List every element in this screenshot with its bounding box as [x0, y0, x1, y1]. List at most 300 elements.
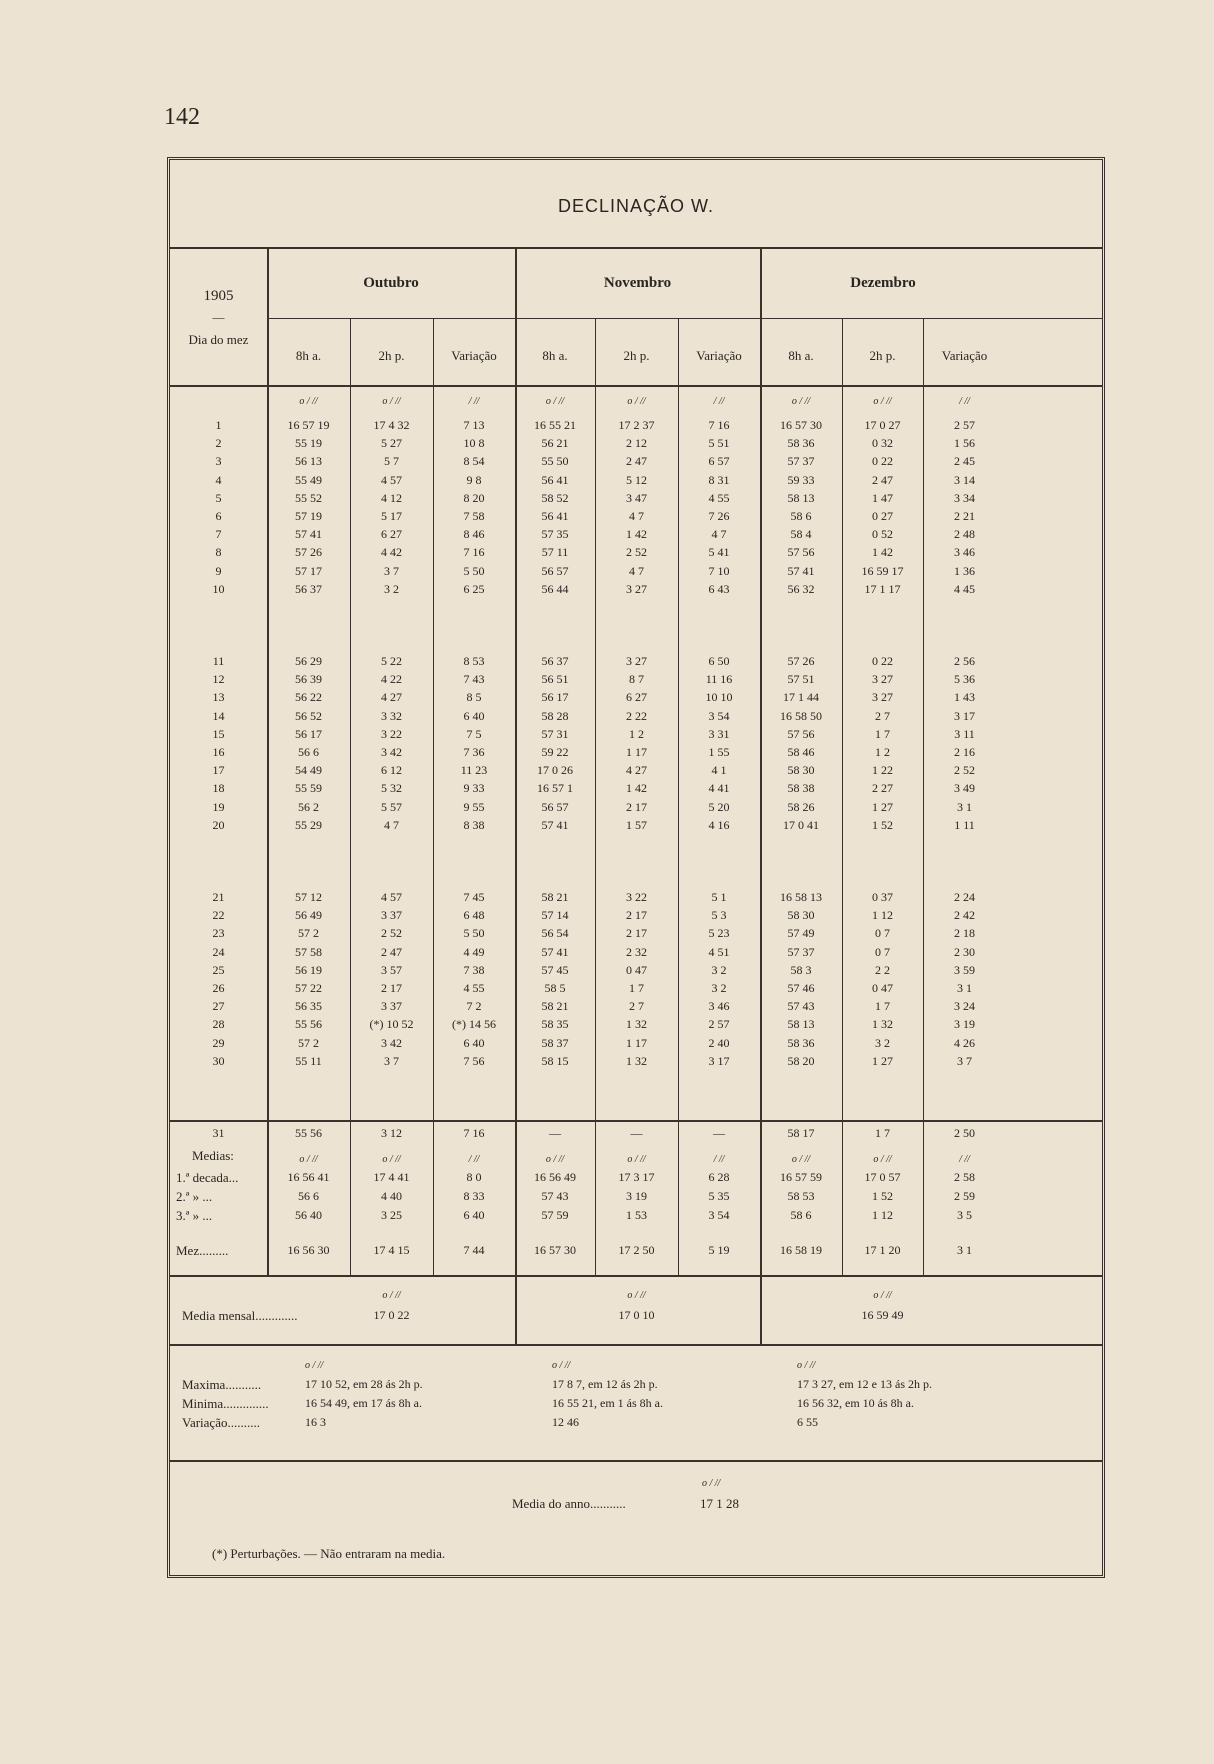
unit-symbols: o / //	[382, 1290, 401, 1301]
day-number: 14	[212, 708, 225, 723]
day-column-header: Dia do mez	[188, 332, 249, 347]
table-cell: 1 11	[954, 817, 975, 832]
extreme-value: 6 55	[797, 1415, 818, 1429]
table-cell: 17 4 32	[373, 418, 410, 432]
table-cell: 57 41	[787, 563, 815, 578]
month-mean-label: Mez.........	[176, 1243, 229, 1258]
table-cell: 56 13	[295, 454, 322, 469]
table-cell: 4 55	[463, 981, 485, 995]
table-cell: 11 16	[705, 672, 733, 687]
table-cell: 3 22	[381, 726, 402, 741]
table-cell: 57 31	[541, 726, 569, 741]
table-cell: 57 37	[787, 454, 815, 469]
table-cell: 2 7	[629, 999, 644, 1014]
table-cell: 2 2	[875, 962, 890, 977]
table-cell: 58 37	[541, 1035, 569, 1050]
table-cell: 3 11	[954, 726, 975, 741]
footnote: (*) Perturbações. — Não entraram na media.	[212, 1546, 446, 1561]
unit-symbols: o / //	[791, 1154, 811, 1165]
mean-cell: 8 33	[463, 1189, 485, 1203]
table-cell: 4 7	[629, 509, 644, 523]
table-cell: 57 56	[787, 726, 815, 741]
month-mean-cell: 3 1	[957, 1243, 972, 1257]
table-cell: 2 17	[626, 799, 647, 814]
day-number: 15	[212, 726, 225, 741]
table-cell: 56 52	[295, 708, 322, 723]
annual-mean-label: Media do anno...........	[512, 1496, 626, 1511]
table-cell: 6 50	[708, 654, 730, 668]
day-number: 25	[212, 962, 225, 977]
table-cell: 59 22	[541, 745, 569, 759]
day-number: 27	[212, 999, 225, 1014]
table-cell: 5 32	[381, 781, 402, 796]
day-number: 28	[212, 1017, 225, 1032]
table-cell: 4 27	[626, 763, 647, 778]
table-cell: 3 24	[954, 999, 975, 1014]
table-cell: 8 5	[466, 690, 482, 705]
table-cell: 4 51	[708, 944, 730, 959]
table-cell: 4 26	[954, 1035, 975, 1050]
table-cell: 0 47	[626, 962, 647, 977]
unit-symbols: / //	[468, 1154, 480, 1165]
table-cell: 1 56	[954, 436, 975, 451]
monthly-mean-value: 17 0 10	[618, 1308, 655, 1322]
mean-cell: 2 58	[954, 1170, 975, 1184]
table-cell: 3 32	[381, 708, 402, 723]
table-cell: 56 29	[295, 654, 322, 668]
unit-symbols: / //	[959, 1154, 970, 1165]
table-cell: 7 26	[708, 509, 730, 523]
month-mean-cell: 17 1 20	[864, 1243, 901, 1257]
table-cell: 1 12	[872, 908, 893, 923]
table-cell: 59 33	[787, 472, 815, 487]
extreme-value: 17 10 52, em 28 ás 2h p.	[305, 1377, 423, 1391]
table-cell: 3 17	[954, 708, 975, 723]
unit-symbols: o / //	[382, 396, 401, 407]
table-cell: 58 36	[787, 436, 815, 451]
table-cell: 1 42	[872, 545, 893, 560]
month-mean-cell: 16 56 30	[287, 1243, 330, 1257]
subcol-header: 8h a.	[295, 348, 322, 363]
table-cell: 3 49	[954, 781, 975, 796]
table-cell: 5 50	[463, 563, 485, 578]
table-cell: 5 3	[711, 908, 727, 923]
table-cell: 3 57	[381, 962, 402, 977]
unit-symbols: o / //	[873, 396, 892, 407]
monthly-mean-label: Media mensal.............	[182, 1308, 298, 1323]
table-cell: 57 17	[295, 563, 322, 578]
table-cell: 4 41	[708, 781, 730, 796]
table-cell: 55 50	[541, 454, 569, 469]
table-cell: 2 22	[626, 708, 647, 723]
table-cell: 56 6	[298, 745, 319, 759]
table-cell: 57 41	[541, 817, 569, 832]
table-cell: 58 36	[787, 1035, 815, 1050]
table-cell: 58 6	[790, 509, 812, 523]
table-cell: 10 10	[705, 690, 733, 705]
unit-symbols: o / //	[873, 1154, 892, 1165]
table-cell: 6 43	[708, 581, 730, 596]
table-cell: 57 22	[295, 981, 322, 995]
day-number: 23	[212, 926, 225, 941]
mean-cell: 58 53	[787, 1189, 815, 1203]
table-cell: 56 21	[541, 436, 569, 451]
table-cell: 1 22	[872, 763, 893, 778]
table-cell: 8 46	[463, 527, 485, 542]
day-number: 19	[212, 799, 225, 814]
table-cell: 6 40	[463, 708, 485, 723]
table-cell: 57 56	[787, 545, 815, 560]
table-cell: 5 57	[381, 799, 402, 814]
unit-symbols: / //	[713, 1154, 725, 1165]
table-cell: 55 59	[295, 781, 322, 796]
table-cell: 58 17	[787, 1126, 815, 1140]
table-cell: 17 1 17	[864, 581, 901, 596]
table-cell: 3 46	[954, 545, 975, 560]
table-cell: 7 13	[463, 418, 485, 432]
table-cell: 17 0 26	[537, 763, 573, 778]
table-cell: 2 30	[954, 944, 975, 959]
month-mean-cell: 17 4 15	[373, 1243, 410, 1257]
table-cell: 3 1	[957, 799, 972, 814]
table-cell: 3 42	[381, 745, 402, 759]
table-cell: 8 7	[629, 672, 644, 687]
table-cell: 2 48	[954, 527, 975, 542]
day-number: 10	[212, 581, 225, 596]
mean-cell: 58 6	[790, 1208, 812, 1222]
unit-symbols: o / //	[305, 1360, 324, 1371]
table-cell: 5 22	[381, 654, 402, 668]
unit-symbols: o / //	[791, 396, 811, 407]
table-cell: 4 7	[629, 563, 644, 578]
table-cell: 4 16	[708, 817, 730, 832]
day-number: 26	[212, 981, 225, 995]
table-cell: 1 43	[954, 690, 975, 705]
table-cell: 2 56	[954, 654, 975, 668]
table-cell: 57 45	[541, 962, 569, 977]
extreme-value: 16 55 21, em 1 ás 8h a.	[552, 1396, 663, 1410]
table-cell: 0 37	[872, 890, 893, 904]
year-dash: —	[212, 310, 225, 324]
table-cell: 5 20	[708, 799, 730, 814]
mean-cell: 17 0 57	[864, 1170, 901, 1184]
extreme-value: 12 46	[552, 1415, 579, 1429]
table-cell: 0 27	[872, 509, 893, 523]
table-cell: 2 47	[626, 454, 647, 469]
table-cell: 3 1	[957, 981, 972, 995]
table-cell: 4 27	[381, 690, 402, 705]
table-cell: 1 52	[872, 817, 893, 832]
table-cell: 16 58 50	[780, 708, 822, 723]
table-cell: 3 12	[381, 1126, 402, 1140]
table-cell: 1 47	[872, 490, 893, 505]
table-cell: 5 7	[384, 454, 399, 469]
mean-cell: 4 40	[381, 1189, 402, 1203]
table-cell: 3 34	[954, 490, 975, 505]
table-cell: 3 7	[384, 1053, 399, 1068]
year-label: 1905	[203, 288, 234, 304]
month-mean-cell: 17 2 50	[618, 1243, 655, 1257]
unit-symbols: / //	[959, 396, 970, 407]
table-cell: 6 40	[463, 1035, 485, 1050]
day-number: 3	[215, 454, 222, 469]
table-cell: 2 17	[381, 981, 402, 995]
table-cell: 7 2	[466, 999, 482, 1014]
table-cell: 5 12	[626, 472, 647, 487]
day-number: 18	[212, 781, 225, 796]
unit-symbols: o / //	[702, 1478, 721, 1489]
unit-symbols: / //	[468, 396, 480, 407]
table-cell: 2 17	[626, 908, 647, 923]
mean-cell: 57 43	[541, 1189, 569, 1203]
table-cell: 55 56	[295, 1017, 322, 1032]
unit-symbols: o / //	[552, 1360, 571, 1371]
day-number: 6	[215, 509, 222, 523]
table-cell: 6 27	[381, 527, 402, 542]
extreme-label: Minima..............	[182, 1396, 269, 1411]
table-cell: 8 20	[463, 490, 485, 505]
table-cell: 56 41	[541, 509, 569, 523]
month-header-0: Outubro	[363, 275, 419, 291]
table-cell: 57 2	[298, 926, 319, 941]
table-cell: 1 32	[626, 1053, 647, 1068]
day-number: 9	[215, 563, 222, 578]
table-cell: 0 7	[875, 926, 890, 941]
table-cell: 2 52	[626, 545, 647, 560]
table-cell: 56 57	[541, 799, 569, 814]
month-mean-cell: 5 19	[708, 1243, 730, 1257]
table-cell: 1 7	[875, 1126, 890, 1140]
table-cell: 5 17	[381, 509, 402, 523]
table-cell: 58 20	[787, 1053, 815, 1068]
day-number: 13	[212, 690, 225, 705]
table-cell: 57 35	[541, 527, 569, 542]
mean-cell: 16 56 41	[287, 1170, 330, 1184]
table-cell: 0 22	[872, 654, 893, 668]
table-cell: 2 57	[708, 1017, 730, 1032]
table-cell: 56 37	[541, 654, 569, 668]
table-cell: 1 36	[954, 563, 975, 578]
table-cell: 57 58	[295, 944, 322, 959]
month-header-1: Novembro	[603, 275, 672, 291]
unit-symbols: o / //	[627, 1290, 646, 1301]
table-cell: 3 17	[708, 1053, 730, 1068]
table-cell: 1 57	[626, 817, 647, 832]
table-cell: 16 58 13	[780, 890, 822, 904]
table-cell: 57 19	[295, 509, 322, 523]
table-cell: 55 19	[295, 436, 322, 451]
table-cell: 58 13	[787, 1017, 815, 1032]
declination-table	[167, 157, 1105, 1578]
table-cell: 58 30	[787, 763, 815, 778]
table-cell: 3 59	[954, 962, 975, 977]
table-cell: 17 0 27	[864, 418, 901, 432]
day-number: 31	[212, 1126, 225, 1140]
table-cell: —	[713, 1126, 725, 1140]
day-number: 2	[215, 436, 222, 451]
extreme-value: 16 3	[305, 1415, 326, 1429]
table-cell: 16 57 1	[537, 781, 573, 796]
subcol-header: 2h p.	[623, 348, 650, 363]
day-number: 11	[212, 654, 225, 668]
table-cell: 9 8	[466, 472, 482, 487]
decade-mean-label: 3.ª » ...	[176, 1208, 213, 1223]
table-cell: 55 29	[295, 817, 322, 832]
table-cell: 56 35	[295, 999, 322, 1014]
table-cell: 7 10	[708, 563, 730, 578]
table-cell: 3 47	[626, 490, 647, 505]
table-cell: —	[630, 1126, 643, 1140]
table-cell: 57 14	[541, 908, 569, 923]
table-title: DECLINAÇÃO W.	[557, 196, 715, 216]
table-cell: 58 3	[790, 962, 812, 977]
page-number: 142	[164, 104, 200, 130]
table-cell: 56 49	[295, 908, 322, 923]
table-cell: 3 31	[708, 726, 730, 741]
day-number: 20	[212, 817, 225, 832]
table-cell: 8 53	[463, 654, 485, 668]
table-cell: 56 17	[541, 690, 569, 705]
table-cell: 57 26	[787, 654, 815, 668]
table-cell: 58 26	[787, 799, 815, 814]
table-cell: 16 57 30	[780, 418, 822, 432]
table-cell: 5 23	[708, 926, 730, 941]
mean-cell: 1 12	[872, 1208, 893, 1222]
day-number: 29	[212, 1035, 225, 1050]
mean-cell: 56 6	[298, 1189, 319, 1203]
table-cell: 5 50	[463, 926, 485, 941]
extreme-value: 17 8 7, em 12 ás 2h p.	[552, 1377, 658, 1391]
table-cell: 57 51	[787, 672, 815, 687]
table-cell: 1 2	[629, 726, 644, 741]
day-number: 22	[212, 908, 225, 923]
table-cell: 7 16	[463, 1126, 485, 1140]
table-cell: 1 2	[875, 745, 890, 759]
table-cell: 6 25	[463, 581, 485, 596]
table-cell: 7 45	[463, 890, 485, 904]
day-number: 21	[212, 890, 225, 904]
subcol-header: 2h p.	[869, 348, 896, 363]
unit-symbols: o / //	[545, 1154, 565, 1165]
table-cell: 9 55	[463, 799, 485, 814]
table-cell: 7 5	[466, 726, 482, 741]
monthly-mean-value: 16 59 49	[861, 1308, 904, 1322]
table-cell: 55 11	[295, 1053, 322, 1068]
table-cell: 16 55 21	[534, 418, 576, 432]
extreme-value: 16 54 49, em 17 ás 8h a.	[305, 1396, 422, 1410]
table-cell: (*) 14 56	[452, 1017, 496, 1032]
table-cell: 56 19	[295, 962, 322, 977]
day-number: 17	[212, 763, 225, 778]
table-cell: 3 27	[872, 690, 893, 705]
monthly-mean-value: 17 0 22	[373, 1308, 410, 1322]
table-cell: 1 32	[626, 1017, 647, 1032]
table-cell: 2 24	[954, 890, 975, 904]
table-cell: 2 42	[954, 908, 975, 923]
mean-cell: 17 4 41	[373, 1170, 410, 1184]
table-cell: 5 51	[708, 436, 730, 451]
table-cell: 56 51	[541, 672, 569, 687]
table-cell: 1 7	[875, 999, 890, 1014]
table-cell: 58 21	[541, 890, 569, 904]
table-cell: 56 37	[295, 581, 322, 596]
day-number: 30	[212, 1053, 225, 1068]
day-number: 5	[215, 490, 222, 505]
decade-mean-label: 1.ª decada...	[176, 1170, 239, 1185]
table-cell: 58 35	[541, 1017, 569, 1032]
day-number: 1	[215, 418, 222, 432]
subcol-header: Variação	[451, 348, 497, 363]
unit-symbols: o / //	[545, 396, 565, 407]
table-cell: 5 36	[954, 672, 975, 687]
subcol-header: Variação	[941, 348, 988, 363]
table-cell: 3 54	[708, 708, 730, 723]
table-cell: 8 31	[708, 472, 730, 487]
table-cell: —	[549, 1126, 561, 1140]
table-cell: 8 38	[463, 817, 485, 832]
table-cell: 57 41	[541, 944, 569, 959]
table-cell: 56 22	[295, 690, 322, 705]
extreme-label: Variação..........	[182, 1415, 260, 1430]
table-cell: 2 17	[626, 926, 647, 941]
table-cell: 6 12	[381, 763, 402, 778]
table-cell: 3 2	[711, 962, 727, 977]
day-number: 7	[215, 527, 222, 542]
mean-cell: 1 52	[872, 1189, 893, 1203]
month-mean-cell: 16 58 19	[780, 1243, 822, 1257]
unit-symbols: / //	[713, 396, 725, 407]
day-number: 24	[212, 944, 225, 959]
table-cell: 58 30	[787, 908, 815, 923]
unit-symbols: o / //	[797, 1360, 816, 1371]
annual-mean-value: 17 1 28	[700, 1496, 739, 1511]
table-cell: 16 59 17	[861, 563, 904, 578]
subcol-header: Variação	[696, 348, 742, 363]
table-cell: 3 2	[384, 581, 399, 596]
table-cell: 56 41	[541, 472, 569, 487]
table-cell: 0 52	[872, 527, 893, 542]
table-cell: 54 49	[295, 763, 322, 778]
table-cell: 7 58	[463, 509, 485, 523]
day-number: 16	[212, 745, 225, 759]
day-number: 8	[215, 545, 222, 560]
table-cell: 55 56	[295, 1126, 322, 1140]
table-cell: 1 42	[626, 781, 647, 796]
table-cell: 3 27	[626, 654, 647, 668]
table-cell: 57 12	[295, 890, 322, 904]
table-cell: 5 1	[711, 890, 727, 904]
table-cell: 3 42	[381, 1035, 402, 1050]
table-cell: 2 27	[872, 781, 893, 796]
mean-cell: 3 19	[626, 1189, 647, 1203]
table-cell: 2 52	[381, 926, 402, 941]
table-cell: 3 2	[711, 981, 727, 995]
table-cell: 57 2	[298, 1035, 319, 1050]
table-cell: 58 4	[790, 527, 812, 542]
unit-symbols: o / //	[299, 396, 318, 407]
table-cell: 1 32	[872, 1017, 893, 1032]
table-cell: 58 21	[541, 999, 569, 1014]
table-cell: 4 7	[711, 527, 727, 542]
table-cell: 1 7	[875, 726, 890, 741]
table-cell: 57 11	[541, 545, 569, 560]
table-cell: (*) 10 52	[369, 1017, 414, 1032]
table-cell: 58 38	[787, 781, 815, 796]
table-cell: 0 22	[872, 454, 893, 469]
table-cell: 2 16	[954, 745, 975, 759]
unit-symbols: o / //	[299, 1154, 318, 1165]
table-cell: 4 1	[711, 763, 727, 778]
